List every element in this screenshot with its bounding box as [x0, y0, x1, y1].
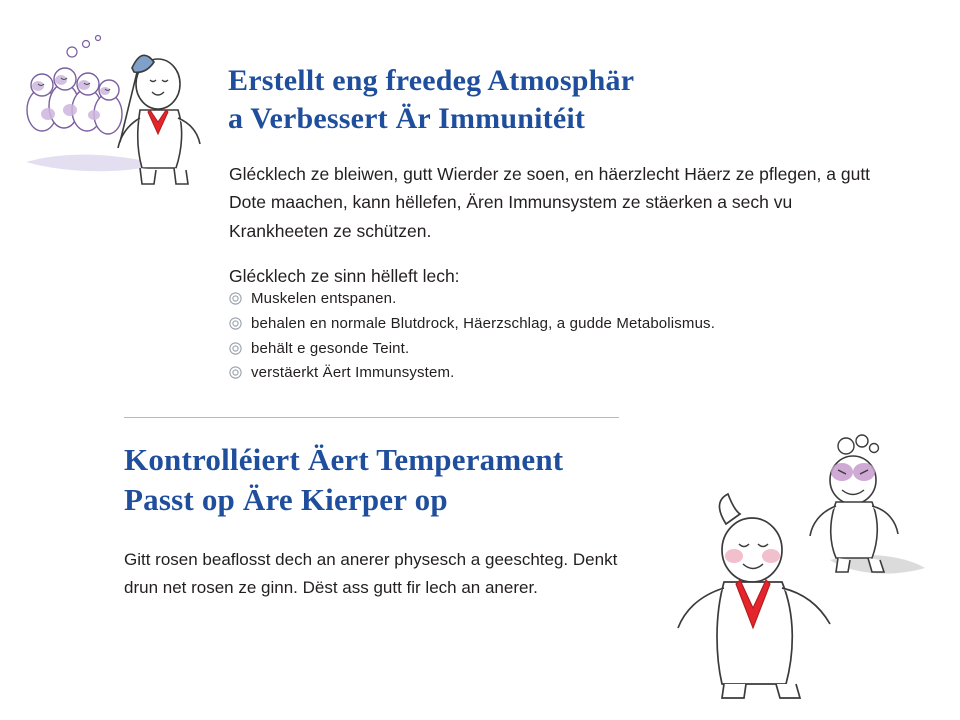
- heading-bottom-line-1: Kontrolléiert Äert Temperament: [124, 442, 564, 477]
- top-lead-in-text: Glécklech ze sinn hëlleft lech:: [229, 266, 460, 286]
- double-ring-bullet-icon: [229, 338, 251, 355]
- list-item-label: behält e gesonde Teint.: [251, 339, 410, 357]
- double-ring-bullet-icon: [229, 288, 251, 305]
- happy-person-with-shovel-and-crowd-illustration: [8, 22, 218, 192]
- heading-top-line-2: a Verbessert Är Immunitéit: [228, 102, 586, 136]
- benefits-bullet-list: [229, 288, 929, 387]
- page-title-top: [228, 62, 788, 139]
- double-ring-bullet-icon: [229, 362, 251, 379]
- list-item-label: behalen en normale Blutdrock, Häerzschlag, a gudde Metabolismus.: [251, 314, 716, 332]
- list-item-label: Muskelen entspanen.: [251, 290, 397, 307]
- calm-person-and-angry-person-illustration: [640, 432, 940, 707]
- page-title-bottom: [124, 440, 684, 519]
- list-item: [229, 313, 929, 336]
- bottom-paragraph: Gitt rosen beaflosst dech an anerer physesch a geeschteg. Denkt drun net rosen ze ginn. Dëst ass gutt fir lech an anerer.: [124, 550, 618, 598]
- list-item: [229, 338, 929, 361]
- list-item-label: verstäerkt Äert Immunsystem.: [251, 364, 455, 382]
- list-item: [229, 362, 929, 385]
- top-paragraph: Glécklech ze bleiwen, gutt Wierder ze soen, en häerzlecht Häerz ze pflegen, a gutt Dote maachen, kann hëllefen, Ären Immunsystem ze stäerken a sech vu Krankheeten ze schützen.: [229, 164, 871, 241]
- heading-top-line-1: Erstellt eng freedeg Atmosphär: [228, 64, 635, 97]
- section-divider: [124, 417, 619, 418]
- heading-bottom-line-2: Passt op Äre Kierper op: [124, 481, 448, 517]
- double-ring-bullet-icon: [229, 313, 251, 330]
- list-item: [229, 288, 929, 311]
